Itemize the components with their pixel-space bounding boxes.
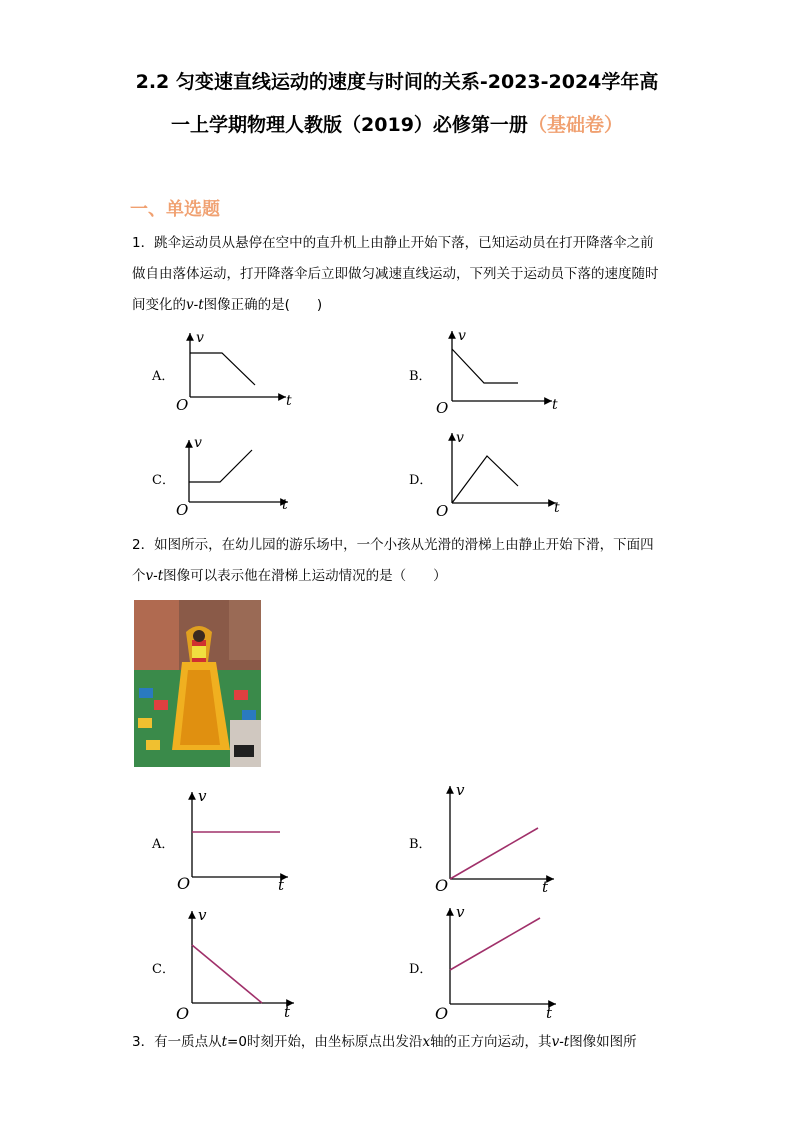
axis-t: t xyxy=(282,497,288,513)
q1-graph-d xyxy=(432,428,567,523)
axis-v: v xyxy=(198,906,207,924)
axis-t: t xyxy=(286,393,292,409)
q1-text-b: 图像正确的是( ) xyxy=(203,297,323,313)
q1-option-d[interactable]: D． xyxy=(409,473,433,488)
q3-text-c: 轴的正方向运动，其 xyxy=(430,1034,552,1050)
axis-v: v xyxy=(456,781,465,799)
axis-t: t xyxy=(552,397,558,413)
axis-o: O xyxy=(177,874,191,893)
q2-graph-a xyxy=(170,784,300,894)
q3-text-a: 3．有一质点从 xyxy=(132,1034,222,1050)
axis-v: v xyxy=(456,430,464,446)
axis-o: O xyxy=(436,502,449,520)
title-line-2 xyxy=(0,110,794,137)
axis-v: v xyxy=(196,330,204,346)
axis-o: O xyxy=(436,399,449,417)
title-text: 一上学期物理人教版（2019）必修第一册 xyxy=(171,114,528,136)
axis-o: O xyxy=(176,501,189,519)
q2-graph-c xyxy=(170,905,300,1025)
title-line-1: 2.2 匀变速直线运动的速度与时间的关系-2023-2024学年高 xyxy=(135,71,659,93)
q2-option-d[interactable]: D． xyxy=(409,962,433,977)
q3-text-d: 图像如图所 xyxy=(569,1034,637,1050)
axis-o: O xyxy=(435,876,449,895)
axis-t: t xyxy=(554,500,560,516)
q3-x: x xyxy=(422,1034,431,1050)
q1-option-c[interactable]: C． xyxy=(152,473,175,488)
axis-t: t xyxy=(546,1004,553,1022)
axis-o: O xyxy=(435,1004,449,1023)
question-2 xyxy=(132,530,662,592)
axis-v: v xyxy=(194,435,202,451)
axis-t: t xyxy=(278,876,285,894)
axis-o: O xyxy=(176,1004,190,1023)
q2-option-b[interactable]: B． xyxy=(409,837,432,852)
q2-option-c[interactable]: C． xyxy=(152,962,175,977)
axis-v: v xyxy=(458,328,466,344)
q2-vt: v-t xyxy=(145,568,164,584)
q1-vt: v-t xyxy=(186,297,204,313)
slide-photo xyxy=(134,600,261,767)
axis-t: t xyxy=(284,1003,291,1021)
axis-t: t xyxy=(542,878,549,896)
q1-option-b[interactable]: B． xyxy=(409,369,432,384)
q1-graph-a xyxy=(170,325,300,420)
q2-graph-b xyxy=(432,780,562,895)
q2-graph-d xyxy=(432,902,567,1024)
question-3 xyxy=(132,1027,672,1058)
q1-graph-c xyxy=(170,432,300,522)
question-1 xyxy=(132,228,662,321)
q3-t0: t xyxy=(221,1034,228,1050)
q1-graph-b xyxy=(432,325,562,420)
q2-text-b: 图像可以表示他在滑梯上运动情况的是（ ） xyxy=(163,568,447,584)
axis-o: O xyxy=(176,396,189,414)
q2-option-a[interactable]: A． xyxy=(152,837,175,852)
q1-option-a[interactable]: A． xyxy=(152,369,175,384)
section-heading: 一、单选题 xyxy=(130,199,220,220)
axis-v: v xyxy=(456,903,465,921)
difficulty-tag: （基础卷） xyxy=(527,114,623,136)
q1-text-a: 1．跳伞运动员从悬停在空中的直升机上由静止开始下落，已知运动员在打开降落伞之前做自由落体运动，打开降落伞后立即做匀减速直线运动，下列关于运动员下落的速度随时间变化的 xyxy=(132,235,659,313)
q3-text-b: =0时刻开始，由坐标原点出发沿 xyxy=(227,1034,423,1050)
axis-v: v xyxy=(198,787,207,805)
q2-text-a: 2．如图所示，在幼儿园的游乐场中，一个小孩从光滑的滑梯上由静止开始下滑，下面四个 xyxy=(132,537,654,584)
q3-vt: v-t xyxy=(551,1034,570,1050)
